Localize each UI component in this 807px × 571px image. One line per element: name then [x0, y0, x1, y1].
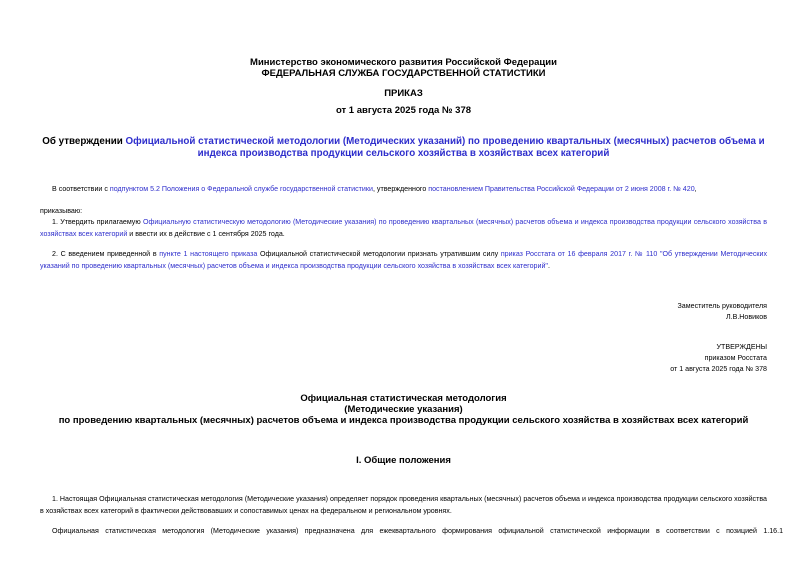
approval-block: [670, 342, 767, 375]
document-type: ПРИКАЗ: [384, 88, 423, 99]
preamble-paragraph: [40, 184, 767, 196]
regulation-link[interactable]: подпунктом 5.2 Положения о Федеральной службе государственной статистики: [109, 185, 373, 193]
item-2-paragraph: [40, 249, 767, 272]
ministry-name: Министерство экономического развития Российской Федерации: [250, 57, 557, 68]
section-1-paragraph-2: Официальная статистическая методология (Методические указания) предназначена для ежеквартального формирования официальной статистической информации в соответствии с позицией 1.16.1: [52, 527, 784, 535]
item-1-text-1: 1. Утвердить прилагаемую: [52, 218, 143, 226]
government-decree-link[interactable]: постановлением Правительства Российской Федерации от 2 июня 2008 г. № 420: [428, 185, 695, 193]
methodology-title-line-3: по проведению квартальных (месячных) расчетов объема и индекса производства продукции сельского хозяйства в хозяйствах всех категорий: [58, 415, 749, 426]
item-2-text-3: .: [547, 261, 550, 270]
item-2-text-1: 2. С введением приведенной в: [52, 250, 160, 258]
item-1-reference-link[interactable]: пункте 1 настоящего приказа: [159, 250, 258, 258]
item-1-paragraph: [40, 217, 767, 240]
document-title: [40, 136, 767, 160]
order-word: приказываю:: [40, 207, 83, 215]
preamble-text-3: ,: [694, 185, 697, 193]
preamble-text-1: В соответствии с: [52, 185, 110, 193]
methodology-title-line-1: Официальная статистическая методология: [300, 393, 507, 404]
title-link[interactable]: Официальной статистической методологии (Методических указаний) по проведению квартальных (месячных) расчетов объема и индекса производства продукции сельского хозяйства в хозяйствах всех категорий: [125, 136, 765, 159]
approval-line-3: от 1 августа 2025 года № 378: [670, 365, 767, 373]
title-prefix: Об утверждении: [42, 136, 126, 147]
item-2-text-2: Официальной статистической методологии признать утратившим силу: [257, 250, 501, 258]
item-1-text-2: и ввести их в действие с 1 сентября 2025 года.: [127, 229, 285, 238]
signatory-position: Заместитель руководителя: [677, 302, 767, 310]
approval-line-1: УТВЕРЖДЕНЫ: [716, 343, 767, 351]
approval-line-2: приказом Росстата: [704, 354, 767, 362]
section-1-paragraph-1: 1. Настоящая Официальная статистическая методология (Методические указания) определяет порядок проведения квартальных (месячных) расчетов объема и индекса производства продукции сельского хозяйства в хозяйствах всех категорий в фактически действовавших и сопоставимых ценах на федеральном и региональном уровнях.: [40, 495, 767, 515]
signature-block: [678, 301, 767, 323]
methodology-link[interactable]: Официальную статистическую методологию (Методические указания) по проведению квартальных (месячных) расчетов объема и индекса производства продукции сельского хозяйства в хозяйствах всех категорий: [40, 218, 767, 238]
signatory-name: Л.В.Новиков: [725, 313, 767, 321]
old-order-link[interactable]: приказ Росстата от 16 февраля 2017 г. № 110 "Об утверждении Методических указаний по проведению квартальных (месячных) расчетов объема и индекса производства продукции сельского хозяйства в хозяйствах всех категорий": [40, 250, 768, 270]
document-date-number: от 1 августа 2025 года № 378: [335, 105, 472, 116]
preamble-text-2: , утвержденного: [372, 185, 429, 193]
service-name: ФЕДЕРАЛЬНАЯ СЛУЖБА ГОСУДАРСТВЕННОЙ СТАТИСТИКИ: [261, 68, 546, 79]
methodology-title-line-2: (Методические указания): [344, 404, 463, 415]
section-1-heading: I. Общие положения: [356, 455, 451, 466]
